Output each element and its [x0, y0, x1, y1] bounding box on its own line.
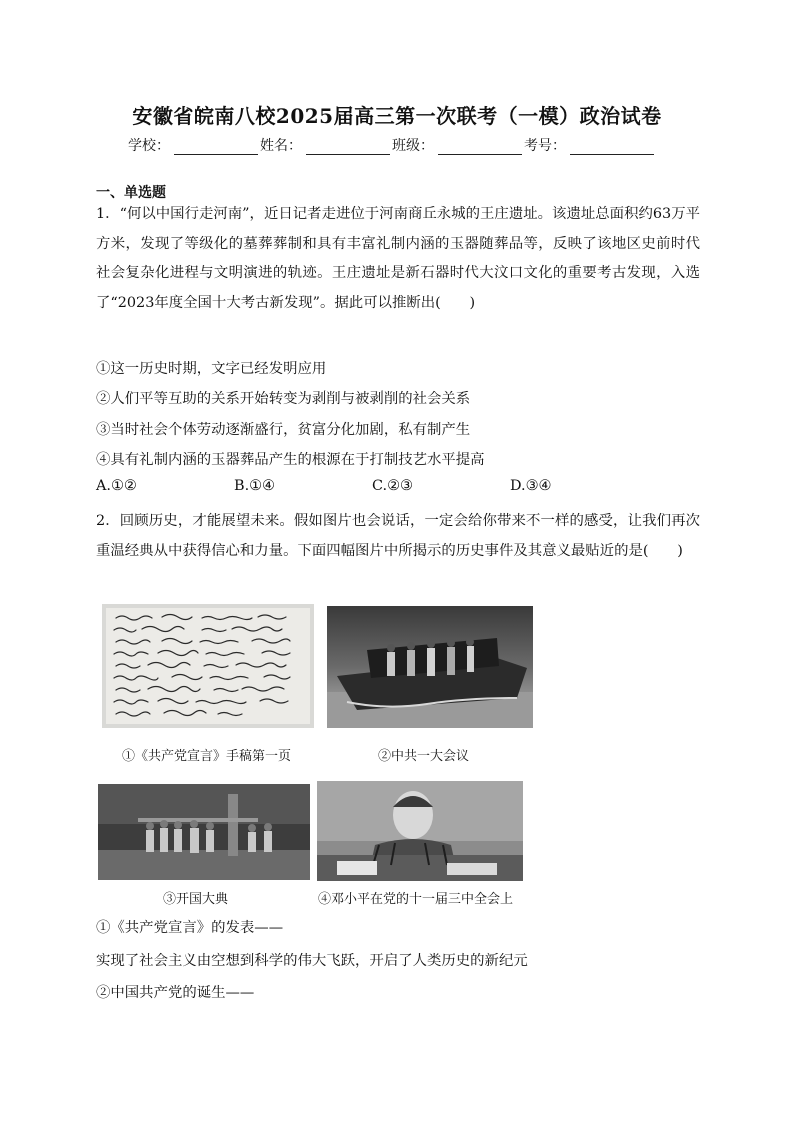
deng-xiaoping-image — [317, 781, 523, 881]
caption-manifesto: ①《共产党宣言》手稿第一页 — [122, 749, 292, 764]
exam-title: 安徽省皖南八校2025届高三第一次联考（一模）政治试卷 — [132, 104, 662, 128]
manifesto-manuscript-image — [102, 604, 314, 728]
q1-option-c[interactable]: C.②③ — [372, 478, 413, 494]
id-label: 考号： — [524, 138, 566, 154]
student-info-line — [128, 135, 688, 155]
q2-answer-line-2: 实现了社会主义由空想到科学的伟大飞跃，开启了人类历史的新纪元 — [96, 953, 528, 969]
caption-deng-xiaoping: ④邓小平在党的十一届三中全会上 — [318, 892, 514, 907]
q1-statement-3: ③当时社会个体劳动逐渐盛行，贫富分化加剧，私有制产生 — [96, 422, 471, 438]
q1-statement-4: ④具有礼制内涵的玉器葬品产生的根源在于打制技艺水平提高 — [96, 452, 485, 468]
question-2-stem: 2．回顾历史，才能展望未来。假如图片也会说话，一定会给你带来不一样的感受，让我们再次重温经典从中获得信心和力量。下面四幅图片中所揭示的历史事件及其意义最贴近的是( ) — [96, 513, 700, 559]
q2-answer-line-1: ①《共产党宣言》的发表—— — [96, 920, 284, 936]
q2-answer-line-3: ②中国共产党的诞生—— — [96, 985, 255, 1001]
school-blank — [174, 140, 258, 155]
q1-option-a[interactable]: A.①② — [96, 478, 137, 494]
caption-first-congress: ②中共一大会议 — [378, 749, 470, 764]
school-label: 学校： — [128, 138, 170, 154]
id-blank — [570, 140, 654, 155]
section-heading: 一、单选题 — [96, 185, 166, 201]
class-label: 班级： — [392, 138, 434, 154]
name-blank — [306, 140, 390, 155]
caption-founding-ceremony: ③开国大典 — [163, 892, 229, 907]
q1-statement-1: ①这一历史时期，文字已经发明应用 — [96, 361, 327, 377]
founding-ceremony-image — [98, 784, 310, 880]
name-label: 姓名： — [260, 138, 302, 154]
first-congress-boat-image — [327, 606, 533, 728]
q1-option-d[interactable]: D.③④ — [510, 478, 552, 494]
q1-option-b[interactable]: B.①④ — [234, 478, 275, 494]
q1-statement-2: ②人们平等互助的关系开始转变为剥削与被剥削的社会关系 — [96, 391, 471, 407]
class-blank — [438, 140, 522, 155]
question-1-stem: 1．“何以中国行走河南”，近日记者走进位于河南商丘永城的王庄遗址。该遗址总面积约63万平方米，发现了等级化的墓葬葬制和具有丰富礼制内涵的玉器随葬品等，反映了该地区史前时代社会复杂化进程与文明演进的轨迹。王庄遗址是新石器时代大汶口文化的重要考古发现，入选了“2023年度全国十大考古新发现”。据此可以推断出( ) — [96, 206, 700, 311]
